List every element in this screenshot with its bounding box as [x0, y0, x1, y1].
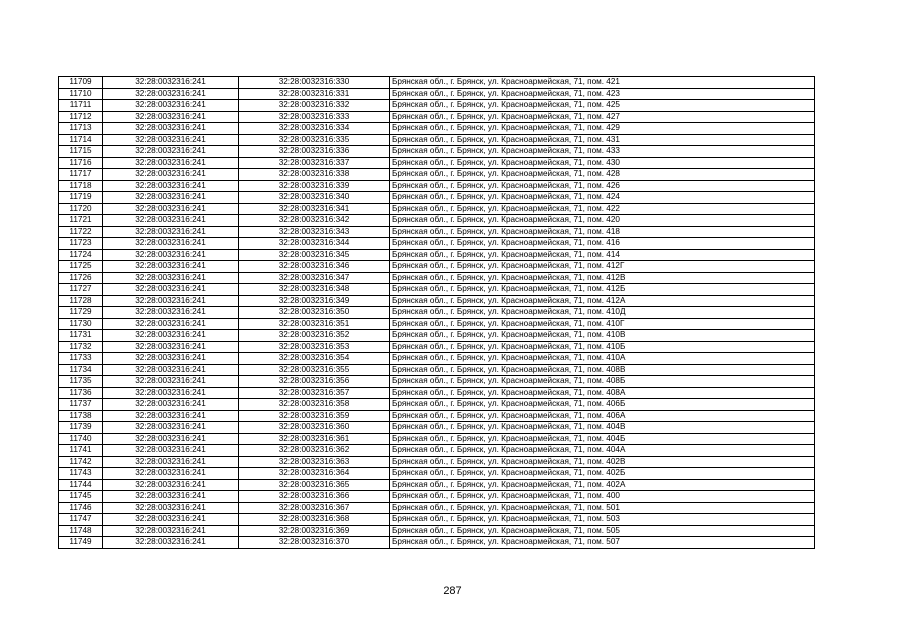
parent-cadastral-cell: 32:28:0032316:241: [103, 272, 239, 284]
table-row: [59, 284, 815, 296]
cadastral-number-cell: 32:28:0032316:363: [239, 456, 390, 468]
row-number-cell: 11742: [59, 456, 103, 468]
parent-cadastral-cell: 32:28:0032316:241: [103, 502, 239, 514]
address-cell: Брянская обл., г. Брянск, ул. Красноармейская, 71, пом. 501: [390, 502, 815, 514]
parent-cadastral-cell: 32:28:0032316:241: [103, 157, 239, 169]
row-number-cell: 11743: [59, 468, 103, 480]
table-row: [59, 525, 815, 537]
parent-cadastral-cell: 32:28:0032316:241: [103, 525, 239, 537]
parent-cadastral-cell: 32:28:0032316:241: [103, 491, 239, 503]
cadastral-number-cell: 32:28:0032316:344: [239, 238, 390, 250]
row-number-cell: 11715: [59, 146, 103, 158]
cadastral-number-cell: 32:28:0032316:365: [239, 479, 390, 491]
cadastral-number-cell: 32:28:0032316:358: [239, 399, 390, 411]
cadastral-number-cell: 32:28:0032316:352: [239, 330, 390, 342]
address-cell: Брянская обл., г. Брянск, ул. Красноармейская, 71, пом. 421: [390, 77, 815, 89]
parent-cadastral-cell: 32:28:0032316:241: [103, 111, 239, 123]
row-number-cell: 11734: [59, 364, 103, 376]
row-number-cell: 11728: [59, 295, 103, 307]
cadastral-number-cell: 32:28:0032316:370: [239, 537, 390, 549]
table-row: [59, 468, 815, 480]
parent-cadastral-cell: 32:28:0032316:241: [103, 422, 239, 434]
row-number-cell: 11717: [59, 169, 103, 181]
cadastral-number-cell: 32:28:0032316:342: [239, 215, 390, 227]
address-cell: Брянская обл., г. Брянск, ул. Красноармейская, 71, пом. 400: [390, 491, 815, 503]
row-number-cell: 11747: [59, 514, 103, 526]
address-cell: Брянская обл., г. Брянск, ул. Красноармейская, 71, пом. 431: [390, 134, 815, 146]
parent-cadastral-cell: 32:28:0032316:241: [103, 203, 239, 215]
cadastral-number-cell: 32:28:0032316:359: [239, 410, 390, 422]
address-cell: Брянская обл., г. Брянск, ул. Красноармейская, 71, пом. 507: [390, 537, 815, 549]
cadastral-number-cell: 32:28:0032316:348: [239, 284, 390, 296]
row-number-cell: 11724: [59, 249, 103, 261]
cadastral-number-cell: 32:28:0032316:339: [239, 180, 390, 192]
row-number-cell: 11722: [59, 226, 103, 238]
cadastral-number-cell: 32:28:0032316:357: [239, 387, 390, 399]
cadastral-number-cell: 32:28:0032316:362: [239, 445, 390, 457]
table-row: [59, 111, 815, 123]
table-row: [59, 318, 815, 330]
address-cell: Брянская обл., г. Брянск, ул. Красноармейская, 71, пом. 428: [390, 169, 815, 181]
cadastral-number-cell: 32:28:0032316:334: [239, 123, 390, 135]
parent-cadastral-cell: 32:28:0032316:241: [103, 307, 239, 319]
parent-cadastral-cell: 32:28:0032316:241: [103, 353, 239, 365]
table-row: [59, 514, 815, 526]
row-number-cell: 11746: [59, 502, 103, 514]
table-row: [59, 146, 815, 158]
parent-cadastral-cell: 32:28:0032316:241: [103, 341, 239, 353]
table-row: [59, 261, 815, 273]
table-row: [59, 100, 815, 112]
parent-cadastral-cell: 32:28:0032316:241: [103, 180, 239, 192]
address-cell: Брянская обл., г. Брянск, ул. Красноармейская, 71, пом. 406А: [390, 410, 815, 422]
parent-cadastral-cell: 32:28:0032316:241: [103, 77, 239, 89]
cadastral-number-cell: 32:28:0032316:367: [239, 502, 390, 514]
row-number-cell: 11744: [59, 479, 103, 491]
table-row: [59, 180, 815, 192]
parent-cadastral-cell: 32:28:0032316:241: [103, 433, 239, 445]
cadastral-number-cell: 32:28:0032316:345: [239, 249, 390, 261]
cadastral-number-cell: 32:28:0032316:332: [239, 100, 390, 112]
row-number-cell: 11740: [59, 433, 103, 445]
cadastral-number-cell: 32:28:0032316:351: [239, 318, 390, 330]
cadastral-number-cell: 32:28:0032316:338: [239, 169, 390, 181]
row-number-cell: 11716: [59, 157, 103, 169]
address-cell: Брянская обл., г. Брянск, ул. Красноармейская, 71, пом. 408Б: [390, 376, 815, 388]
cadastral-number-cell: 32:28:0032316:354: [239, 353, 390, 365]
address-cell: Брянская обл., г. Брянск, ул. Красноармейская, 71, пом. 406Б: [390, 399, 815, 411]
table-row: [59, 134, 815, 146]
row-number-cell: 11726: [59, 272, 103, 284]
cadastral-number-cell: 32:28:0032316:347: [239, 272, 390, 284]
parent-cadastral-cell: 32:28:0032316:241: [103, 295, 239, 307]
parent-cadastral-cell: 32:28:0032316:241: [103, 376, 239, 388]
address-cell: Брянская обл., г. Брянск, ул. Красноармейская, 71, пом. 422: [390, 203, 815, 215]
row-number-cell: 11737: [59, 399, 103, 411]
row-number-cell: 11731: [59, 330, 103, 342]
parent-cadastral-cell: 32:28:0032316:241: [103, 238, 239, 250]
table-row: [59, 226, 815, 238]
parent-cadastral-cell: 32:28:0032316:241: [103, 192, 239, 204]
row-number-cell: 11749: [59, 537, 103, 549]
row-number-cell: 11735: [59, 376, 103, 388]
address-cell: Брянская обл., г. Брянск, ул. Красноармейская, 71, пом. 402Б: [390, 468, 815, 480]
row-number-cell: 11741: [59, 445, 103, 457]
table-row: [59, 272, 815, 284]
address-cell: Брянская обл., г. Брянск, ул. Красноармейская, 71, пом. 424: [390, 192, 815, 204]
cadastral-number-cell: 32:28:0032316:337: [239, 157, 390, 169]
parent-cadastral-cell: 32:28:0032316:241: [103, 410, 239, 422]
address-cell: Брянская обл., г. Брянск, ул. Красноармейская, 71, пом. 412В: [390, 272, 815, 284]
address-cell: Брянская обл., г. Брянск, ул. Красноармейская, 71, пом. 423: [390, 88, 815, 100]
row-number-cell: 11723: [59, 238, 103, 250]
table-row: [59, 307, 815, 319]
cadastral-number-cell: 32:28:0032316:341: [239, 203, 390, 215]
parent-cadastral-cell: 32:28:0032316:241: [103, 468, 239, 480]
table-row: [59, 456, 815, 468]
address-cell: Брянская обл., г. Брянск, ул. Красноармейская, 71, пом. 433: [390, 146, 815, 158]
parent-cadastral-cell: 32:28:0032316:241: [103, 537, 239, 549]
cadastral-number-cell: 32:28:0032316:333: [239, 111, 390, 123]
row-number-cell: 11713: [59, 123, 103, 135]
row-number-cell: 11732: [59, 341, 103, 353]
table-row: [59, 341, 815, 353]
cadastral-number-cell: 32:28:0032316:330: [239, 77, 390, 89]
parent-cadastral-cell: 32:28:0032316:241: [103, 479, 239, 491]
address-cell: Брянская обл., г. Брянск, ул. Красноармейская, 71, пом. 410Г: [390, 318, 815, 330]
table-row: [59, 491, 815, 503]
table-row: [59, 422, 815, 434]
address-cell: Брянская обл., г. Брянск, ул. Красноармейская, 71, пом. 410Д: [390, 307, 815, 319]
table-row: [59, 479, 815, 491]
row-number-cell: 11745: [59, 491, 103, 503]
address-cell: Брянская обл., г. Брянск, ул. Красноармейская, 71, пом. 402А: [390, 479, 815, 491]
row-number-cell: 11733: [59, 353, 103, 365]
parent-cadastral-cell: 32:28:0032316:241: [103, 226, 239, 238]
parent-cadastral-cell: 32:28:0032316:241: [103, 399, 239, 411]
cadastral-number-cell: 32:28:0032316:331: [239, 88, 390, 100]
row-number-cell: 11709: [59, 77, 103, 89]
table-row: [59, 157, 815, 169]
table-row: [59, 376, 815, 388]
cadastral-number-cell: 32:28:0032316:356: [239, 376, 390, 388]
address-cell: Брянская обл., г. Брянск, ул. Красноармейская, 71, пом. 402В: [390, 456, 815, 468]
address-cell: Брянская обл., г. Брянск, ул. Красноармейская, 71, пом. 418: [390, 226, 815, 238]
address-cell: Брянская обл., г. Брянск, ул. Красноармейская, 71, пом. 416: [390, 238, 815, 250]
row-number-cell: 11719: [59, 192, 103, 204]
parent-cadastral-cell: 32:28:0032316:241: [103, 100, 239, 112]
address-cell: Брянская обл., г. Брянск, ул. Красноармейская, 71, пом. 404Б: [390, 433, 815, 445]
parent-cadastral-cell: 32:28:0032316:241: [103, 318, 239, 330]
table-row: [59, 88, 815, 100]
address-cell: Брянская обл., г. Брянск, ул. Красноармейская, 71, пом. 404А: [390, 445, 815, 457]
table-row: [59, 445, 815, 457]
address-cell: Брянская обл., г. Брянск, ул. Красноармейская, 71, пом. 430: [390, 157, 815, 169]
address-cell: Брянская обл., г. Брянск, ул. Красноармейская, 71, пом. 412Б: [390, 284, 815, 296]
cadastral-number-cell: 32:28:0032316:349: [239, 295, 390, 307]
row-number-cell: 11736: [59, 387, 103, 399]
row-number-cell: 11714: [59, 134, 103, 146]
table-body: [59, 77, 815, 549]
address-cell: Брянская обл., г. Брянск, ул. Красноармейская, 71, пом. 410А: [390, 353, 815, 365]
row-number-cell: 11710: [59, 88, 103, 100]
table-row: [59, 502, 815, 514]
parent-cadastral-cell: 32:28:0032316:241: [103, 456, 239, 468]
address-cell: Брянская обл., г. Брянск, ул. Красноармейская, 71, пом. 412А: [390, 295, 815, 307]
table-row: [59, 77, 815, 89]
row-number-cell: 11739: [59, 422, 103, 434]
address-cell: Брянская обл., г. Брянск, ул. Красноармейская, 71, пом. 426: [390, 180, 815, 192]
parent-cadastral-cell: 32:28:0032316:241: [103, 146, 239, 158]
row-number-cell: 11730: [59, 318, 103, 330]
cadastral-number-cell: 32:28:0032316:343: [239, 226, 390, 238]
row-number-cell: 11718: [59, 180, 103, 192]
address-cell: Брянская обл., г. Брянск, ул. Красноармейская, 71, пом. 410В: [390, 330, 815, 342]
parent-cadastral-cell: 32:28:0032316:241: [103, 330, 239, 342]
parent-cadastral-cell: 32:28:0032316:241: [103, 364, 239, 376]
address-cell: Брянская обл., г. Брянск, ул. Красноармейская, 71, пом. 404В: [390, 422, 815, 434]
address-cell: Брянская обл., г. Брянск, ул. Красноармейская, 71, пом. 420: [390, 215, 815, 227]
parent-cadastral-cell: 32:28:0032316:241: [103, 215, 239, 227]
cadastral-number-cell: 32:28:0032316:350: [239, 307, 390, 319]
row-number-cell: 11738: [59, 410, 103, 422]
address-cell: Брянская обл., г. Брянск, ул. Красноармейская, 71, пом. 503: [390, 514, 815, 526]
table-row: [59, 353, 815, 365]
parent-cadastral-cell: 32:28:0032316:241: [103, 261, 239, 273]
cadastral-number-cell: 32:28:0032316:364: [239, 468, 390, 480]
table-row: [59, 433, 815, 445]
cadastral-number-cell: 32:28:0032316:346: [239, 261, 390, 273]
cadastral-number-cell: 32:28:0032316:366: [239, 491, 390, 503]
row-number-cell: 11725: [59, 261, 103, 273]
cadastral-number-cell: 32:28:0032316:353: [239, 341, 390, 353]
cadastral-number-cell: 32:28:0032316:360: [239, 422, 390, 434]
cadastral-number-cell: 32:28:0032316:361: [239, 433, 390, 445]
address-cell: Брянская обл., г. Брянск, ул. Красноармейская, 71, пом. 408В: [390, 364, 815, 376]
page-number: 287: [443, 585, 462, 597]
cadastral-number-cell: 32:28:0032316:355: [239, 364, 390, 376]
cadastral-number-cell: 32:28:0032316:335: [239, 134, 390, 146]
address-cell: Брянская обл., г. Брянск, ул. Красноармейская, 71, пом. 410Б: [390, 341, 815, 353]
parent-cadastral-cell: 32:28:0032316:241: [103, 169, 239, 181]
parent-cadastral-cell: 32:28:0032316:241: [103, 123, 239, 135]
address-cell: Брянская обл., г. Брянск, ул. Красноармейская, 71, пом. 412Г: [390, 261, 815, 273]
address-cell: Брянская обл., г. Брянск, ул. Красноармейская, 71, пом. 414: [390, 249, 815, 261]
table-row: [59, 330, 815, 342]
table-row: [59, 192, 815, 204]
parent-cadastral-cell: 32:28:0032316:241: [103, 134, 239, 146]
address-cell: Брянская обл., г. Брянск, ул. Красноармейская, 71, пом. 429: [390, 123, 815, 135]
table-row: [59, 123, 815, 135]
address-cell: Брянская обл., г. Брянск, ул. Красноармейская, 71, пом. 408А: [390, 387, 815, 399]
cadastral-table: [58, 76, 815, 549]
table-row: [59, 399, 815, 411]
address-cell: Брянская обл., г. Брянск, ул. Красноармейская, 71, пом. 505: [390, 525, 815, 537]
row-number-cell: 11727: [59, 284, 103, 296]
table-row: [59, 410, 815, 422]
table-row: [59, 295, 815, 307]
table-row: [59, 238, 815, 250]
row-number-cell: 11729: [59, 307, 103, 319]
row-number-cell: 11748: [59, 525, 103, 537]
table-row: [59, 249, 815, 261]
table-row: [59, 387, 815, 399]
table-row: [59, 203, 815, 215]
row-number-cell: 11711: [59, 100, 103, 112]
row-number-cell: 11720: [59, 203, 103, 215]
address-cell: Брянская обл., г. Брянск, ул. Красноармейская, 71, пом. 427: [390, 111, 815, 123]
parent-cadastral-cell: 32:28:0032316:241: [103, 445, 239, 457]
row-number-cell: 11712: [59, 111, 103, 123]
row-number-cell: 11721: [59, 215, 103, 227]
table-row: [59, 537, 815, 549]
table-row: [59, 169, 815, 181]
parent-cadastral-cell: 32:28:0032316:241: [103, 514, 239, 526]
parent-cadastral-cell: 32:28:0032316:241: [103, 284, 239, 296]
address-cell: Брянская обл., г. Брянск, ул. Красноармейская, 71, пом. 425: [390, 100, 815, 112]
cadastral-number-cell: 32:28:0032316:340: [239, 192, 390, 204]
parent-cadastral-cell: 32:28:0032316:241: [103, 88, 239, 100]
parent-cadastral-cell: 32:28:0032316:241: [103, 249, 239, 261]
table-row: [59, 215, 815, 227]
cadastral-number-cell: 32:28:0032316:368: [239, 514, 390, 526]
cadastral-number-cell: 32:28:0032316:336: [239, 146, 390, 158]
cadastral-number-cell: 32:28:0032316:369: [239, 525, 390, 537]
parent-cadastral-cell: 32:28:0032316:241: [103, 387, 239, 399]
table-row: [59, 364, 815, 376]
